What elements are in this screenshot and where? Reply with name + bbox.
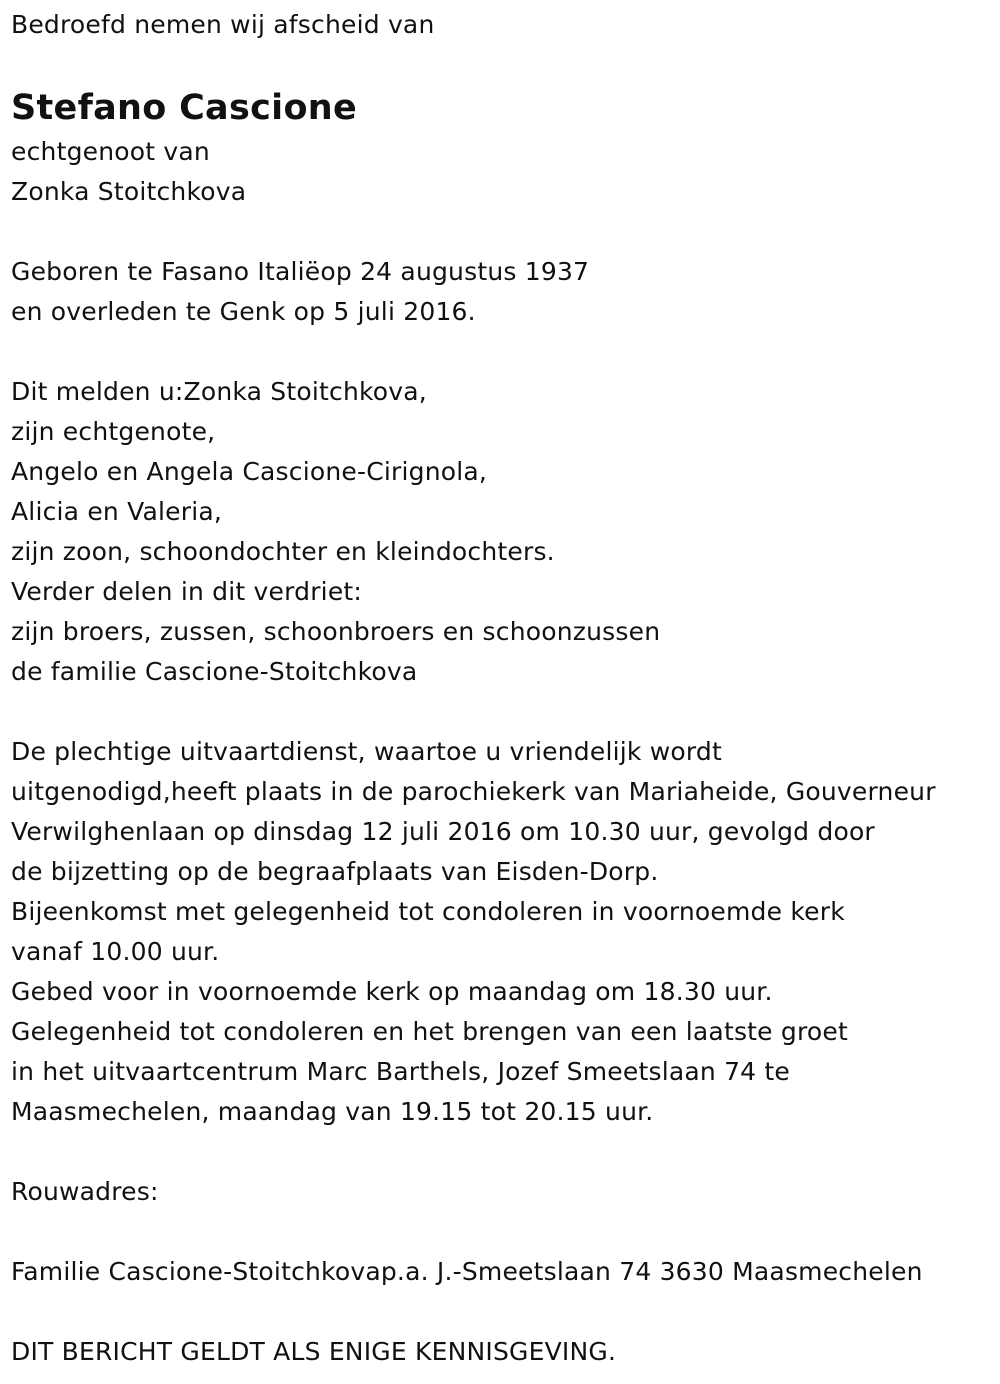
service-line: Verwilghenlaan op dinsdag 12 juli 2016 om 10.30 uur, gevolgd door <box>11 817 875 846</box>
service-line: vanaf 10.00 uur. <box>11 937 220 966</box>
deceased-name: Stefano Cascione <box>11 88 358 128</box>
closing-notice: DIT BERICHT GELDT ALS ENIGE KENNISGEVING. <box>11 1337 617 1366</box>
announcer-line: zijn echtgenote, <box>11 417 216 446</box>
relation-line: echtgenoot van <box>11 137 210 166</box>
service-line: Gebed voor in voornoemde kerk op maandag om 18.30 uur. <box>11 977 773 1006</box>
service-line: De plechtige uitvaartdienst, waartoe u vriendelijk wordt <box>11 737 722 766</box>
obituary-document <box>11 0 991 1372</box>
announcer-line: Dit melden u:Zonka Stoitchkova, <box>11 377 427 406</box>
service-line: Maasmechelen, maandag van 19.15 tot 20.15 uur. <box>11 1097 654 1126</box>
service-line: uitgenodigd,heeft plaats in de parochiekerk van Mariaheide, Gouverneur <box>11 777 936 806</box>
spouse-name: Zonka Stoitchkova <box>11 177 247 206</box>
service-line: in het uitvaartcentrum Marc Barthels, Jozef Smeetslaan 74 te <box>11 1057 791 1086</box>
birth-line: Geboren te Fasano Italiëop 24 augustus 1937 <box>11 257 590 286</box>
announcer-line: Verder delen in dit verdriet: <box>11 577 363 606</box>
death-line: en overleden te Genk op 5 juli 2016. <box>11 297 476 326</box>
service-line: de bijzetting op de begraafplaats van Eisden-Dorp. <box>11 857 659 886</box>
announcer-line: Alicia en Valeria, <box>11 497 223 526</box>
address-label: Rouwadres: <box>11 1177 159 1206</box>
announcer-line: zijn broers, zussen, schoonbroers en schoonzussen <box>11 617 661 646</box>
announcer-line: zijn zoon, schoondochter en kleindochters. <box>11 537 555 566</box>
intro-text: Bedroefd nemen wij afscheid van <box>11 10 435 39</box>
service-line: Gelegenheid tot condoleren en het brengen van een laatste groet <box>11 1017 848 1046</box>
announcer-line: Angelo en Angela Cascione-Cirignola, <box>11 457 488 486</box>
address-text: Familie Cascione-Stoitchkovap.a. J.-Smeetslaan 74 3630 Maasmechelen <box>11 1257 923 1286</box>
announcer-line: de familie Cascione-Stoitchkova <box>11 657 418 686</box>
service-line: Bijeenkomst met gelegenheid tot condoleren in voornoemde kerk <box>11 897 845 926</box>
